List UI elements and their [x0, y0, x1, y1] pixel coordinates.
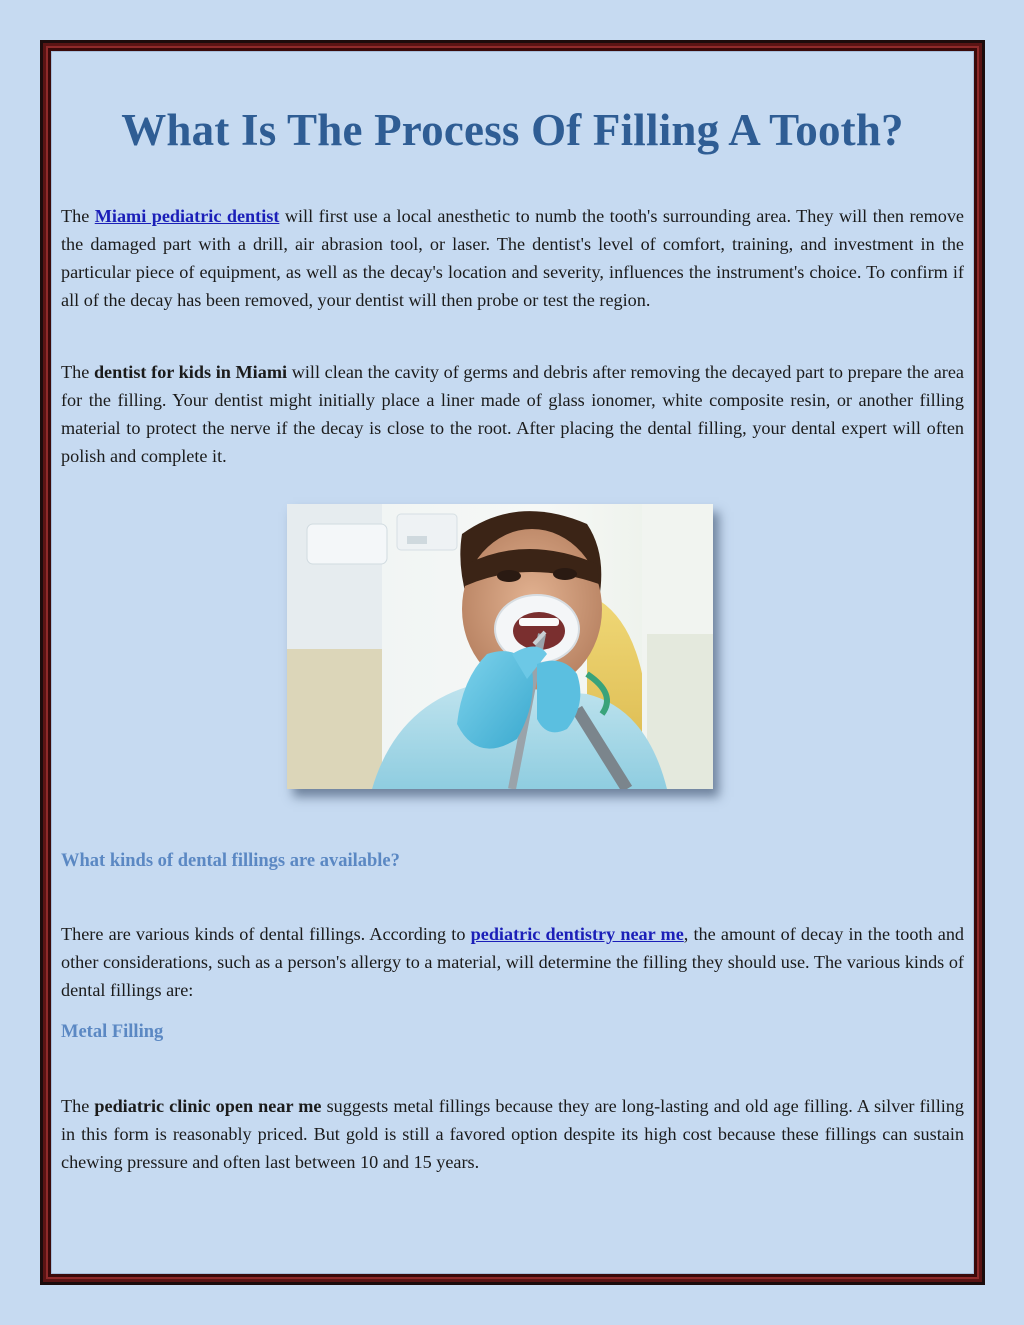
link-miami-pediatric-dentist[interactable]: Miami pediatric dentist	[94, 206, 280, 226]
paragraph-text: The	[61, 206, 95, 226]
paragraph-text: will first use a local anesthetic to numb the tooth's surrounding area. They will then remove the damaged part with a drill, air abrasion tool, or laser. The dentist's level of comfort, training, and investment in the particular piece of equipment, as well as the decay's location and severity, influences the instrument's choice. To confirm if all of the decay has been removed, your dentist will then probe or test the region.	[61, 206, 964, 310]
page-title: What Is The Process Of Filling A Tooth?	[121, 105, 904, 155]
bold-pediatric-clinic: pediatric clinic open near me	[94, 1096, 322, 1116]
paragraph-kinds	[61, 920, 964, 1004]
dental-photo	[287, 504, 713, 789]
heading-kinds-of-fillings: What kinds of dental fillings are available?	[61, 851, 400, 871]
paragraph-text: will clean the cavity of germs and debris after removing the decayed part to prepare the area for the filling. Your dentist might initially place a liner made of glass ionomer, white composite resin, or another filling material to protect the nerve if the decay is close to the root. After placing the dental filling, your dental expert will often polish and complete it.	[61, 362, 964, 466]
paragraph-text: , the amount of decay in the tooth and other considerations, such as a person's allergy to a material, will determine the filling they should use. The various kinds of dental fillings are:	[61, 924, 965, 1000]
paragraph-cleaning	[61, 358, 964, 470]
link-pediatric-dentistry-near-me[interactable]: pediatric dentistry near me	[470, 924, 684, 944]
paragraph-text: The	[61, 362, 94, 382]
paragraph-procedure	[61, 202, 964, 314]
paragraph-text: There are various kinds of dental fillings. According to	[61, 924, 471, 944]
paragraph-text: The	[61, 1096, 95, 1116]
heading-metal-filling: Metal Filling	[61, 1022, 164, 1042]
paragraph-metal	[61, 1092, 964, 1176]
paragraph-text: suggests metal fillings because they are long-lasting and old age filling. A silver filling in this form is reasonably priced. But gold is still a favored option despite its high cost because these fillings can sustain chewing pressure and often last between 10 and 15 years.	[61, 1096, 964, 1172]
bold-dentist-for-kids: dentist for kids in Miami	[93, 362, 288, 382]
